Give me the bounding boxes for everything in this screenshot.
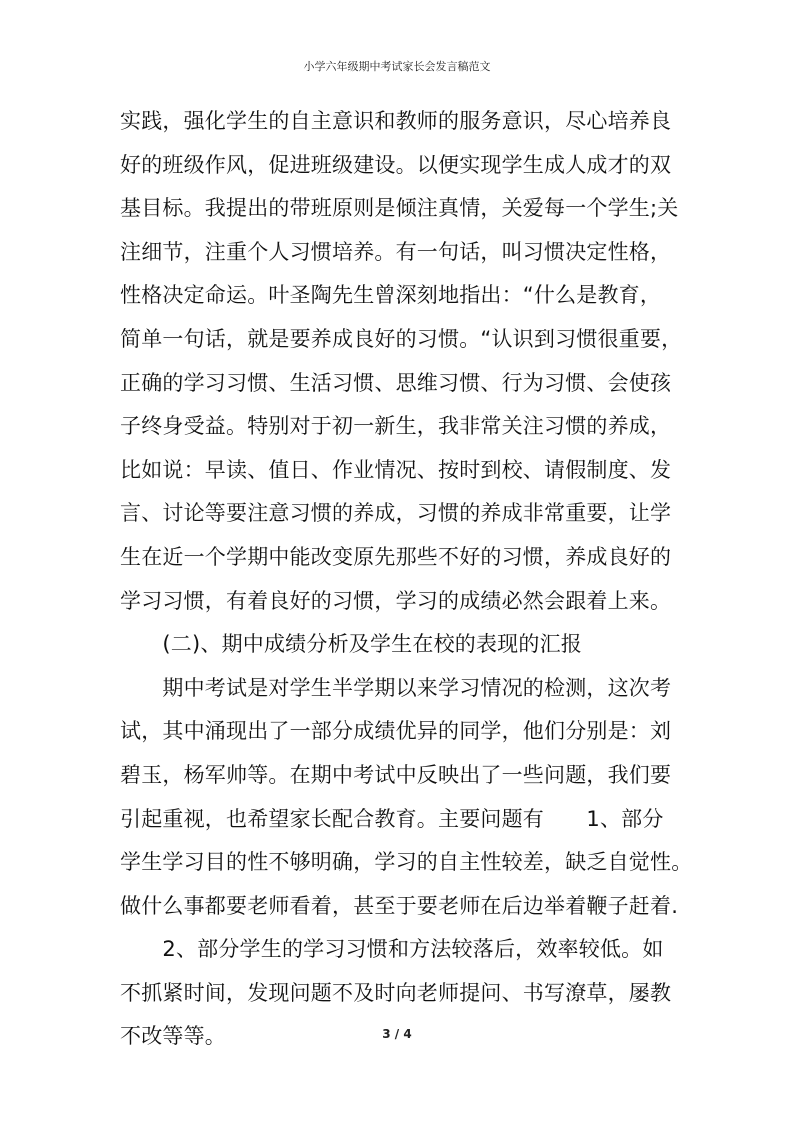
text-line: 正确的学习习惯、生活习惯、思维习惯、行为习惯、会使孩: [120, 370, 672, 395]
text-line: 比如说：早读、值日、作业情况、按时到校、请假制度、发: [120, 457, 672, 482]
text-line: 实践，强化学生的自主意识和教师的服务意识，尽心培养良: [120, 109, 672, 133]
text-line: 引起重视，也希望家长配合教育。主要问题有 1、部分: [120, 806, 664, 831]
body-text: [120, 100, 692, 1059]
text-line: 简单一句话，就是要养成良好的习惯。“认识到习惯很重要，: [120, 326, 683, 351]
page-header-title: 小学六年级期中考试家长会发言稿范文: [303, 60, 491, 73]
text-line: 性格决定命运。叶圣陶先生曾深刻地指出：“什么是教育，: [120, 283, 662, 308]
text-line: 好的班级作风，促进班级建设。以便实现学生成人成才的双: [120, 152, 672, 177]
text-line: 生在近一个学期中能改变原先那些不好的习惯，养成良好的: [120, 544, 672, 569]
text-line: 不抓紧时间，发现问题不及时向老师提问、书写潦草，屡教: [120, 980, 672, 1005]
text-line: 学习习惯，有着良好的习惯，学习的成绩必然会跟着上来。: [120, 588, 672, 613]
text-line: 试，其中涌现出了一部分成绩优异的同学，他们分别是：刘: [120, 719, 672, 744]
text-line: 注细节，注重个人习惯培养。有一句话，叫习惯决定性格，: [120, 239, 672, 264]
text-line: 不改等等。: [120, 1024, 226, 1049]
text-line: 基目标。我提出的带班原则是倾注真情，关爱每一个学生;关: [120, 196, 679, 221]
text-line: 碧玉，杨军帅等。在期中考试中反映出了一些问题，我们要: [120, 762, 672, 787]
text-line: 2、部分学生的学习习惯和方法较落后，效率较低。如: [120, 937, 664, 962]
text-line: 做什么事都要老师看着，甚至于要老师在后边举着鞭子赶着.: [120, 893, 679, 918]
text-line: 学生学习目的性不够明确，学习的自主性较差，缺乏自觉性。: [120, 850, 692, 875]
page-number: 3 / 4: [382, 1027, 412, 1041]
text-line: 期中考试是对学生半学期以来学习情况的检测，这次考: [120, 675, 672, 700]
section-heading: (二)、期中成绩分析及学生在校的表现的汇报: [120, 632, 582, 657]
text-line: 言、讨论等要注意习惯的养成，习惯的养成非常重要，让学: [120, 501, 672, 526]
text-line: 子终身受益。特别对于初一新生，我非常关注习惯的养成，: [120, 414, 672, 439]
